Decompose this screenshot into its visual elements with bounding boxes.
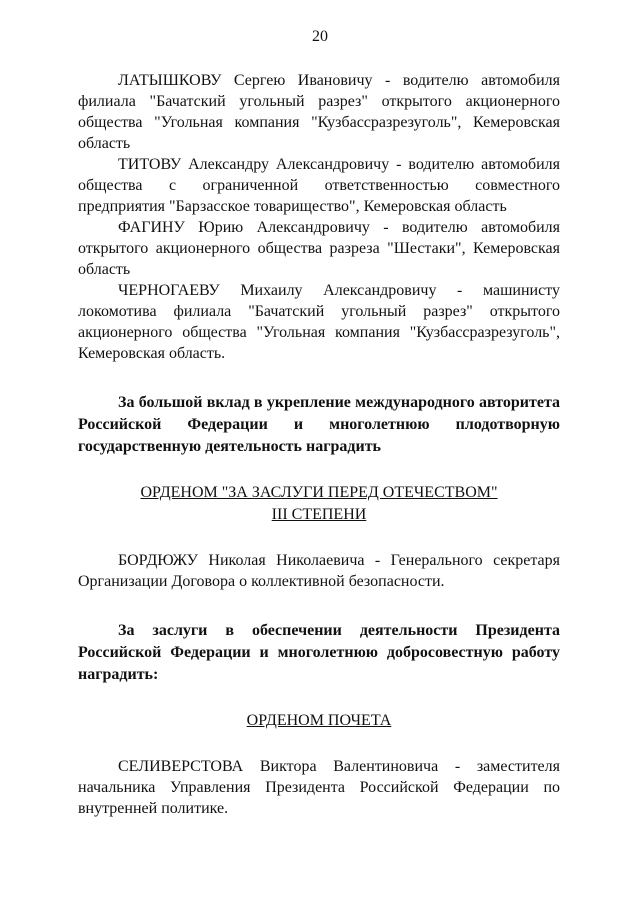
nominee-paragraph: СЕЛИВЕРСТОВА Виктора Валентиновича - заместителя начальника Управления Президента Российской Федерации по внутренней политике. <box>78 758 560 817</box>
order-degree: III СТЕПЕНИ <box>271 506 367 523</box>
order-title: ОРДЕНОМ "ЗА ЗАСЛУГИ ПЕРЕД ОТЕЧЕСТВОМ" <box>140 484 498 501</box>
nominee-paragraph: ЧЕРНОГАЕВУ Михаилу Александровичу - машинисту локомотива филиала "Бачатский угольный разрез" открытого акционерного общества "Угольная компания "Кузбассразрезуголь", Кемеровская область. <box>78 282 560 362</box>
page-number: 20 <box>312 28 328 45</box>
nominee-paragraph: ЛАТЫШКОВУ Сергею Ивановичу - водителю автомобиля филиала "Бачатский угольный разрез" открытого акционерного общества "Угольная компания "Кузбассразрезуголь", Кемеровская область <box>78 72 560 152</box>
order-title: ОРДЕНОМ ПОЧЕТА <box>246 712 392 729</box>
nominee-paragraph: БОРДЮЖУ Николая Николаевича - Генерального секретаря Организации Договора о коллективной безопасности. <box>78 552 560 590</box>
award-decree-heading: За заслуги в обеспечении деятельности Президента Российской Федерации и многолетнюю добросовестную работу наградить: <box>78 622 560 683</box>
document-body <box>78 70 560 819</box>
nominee-paragraph: ФАГИНУ Юрию Александровичу - водителю автомобиля открытого акционерного общества разреза "Шестаки", Кемеровская область <box>78 219 560 278</box>
award-decree-heading: За большой вклад в укрепление международного авторитета Российской Федерации и многолетнюю плодотворную государственную деятельность наградить <box>78 394 560 455</box>
nominee-paragraph: ТИТОВУ Александру Александровичу - водителю автомобиля общества с ограниченной ответственностью совместного предприятия "Барзасское товарищество", Кемеровская область <box>78 156 560 215</box>
